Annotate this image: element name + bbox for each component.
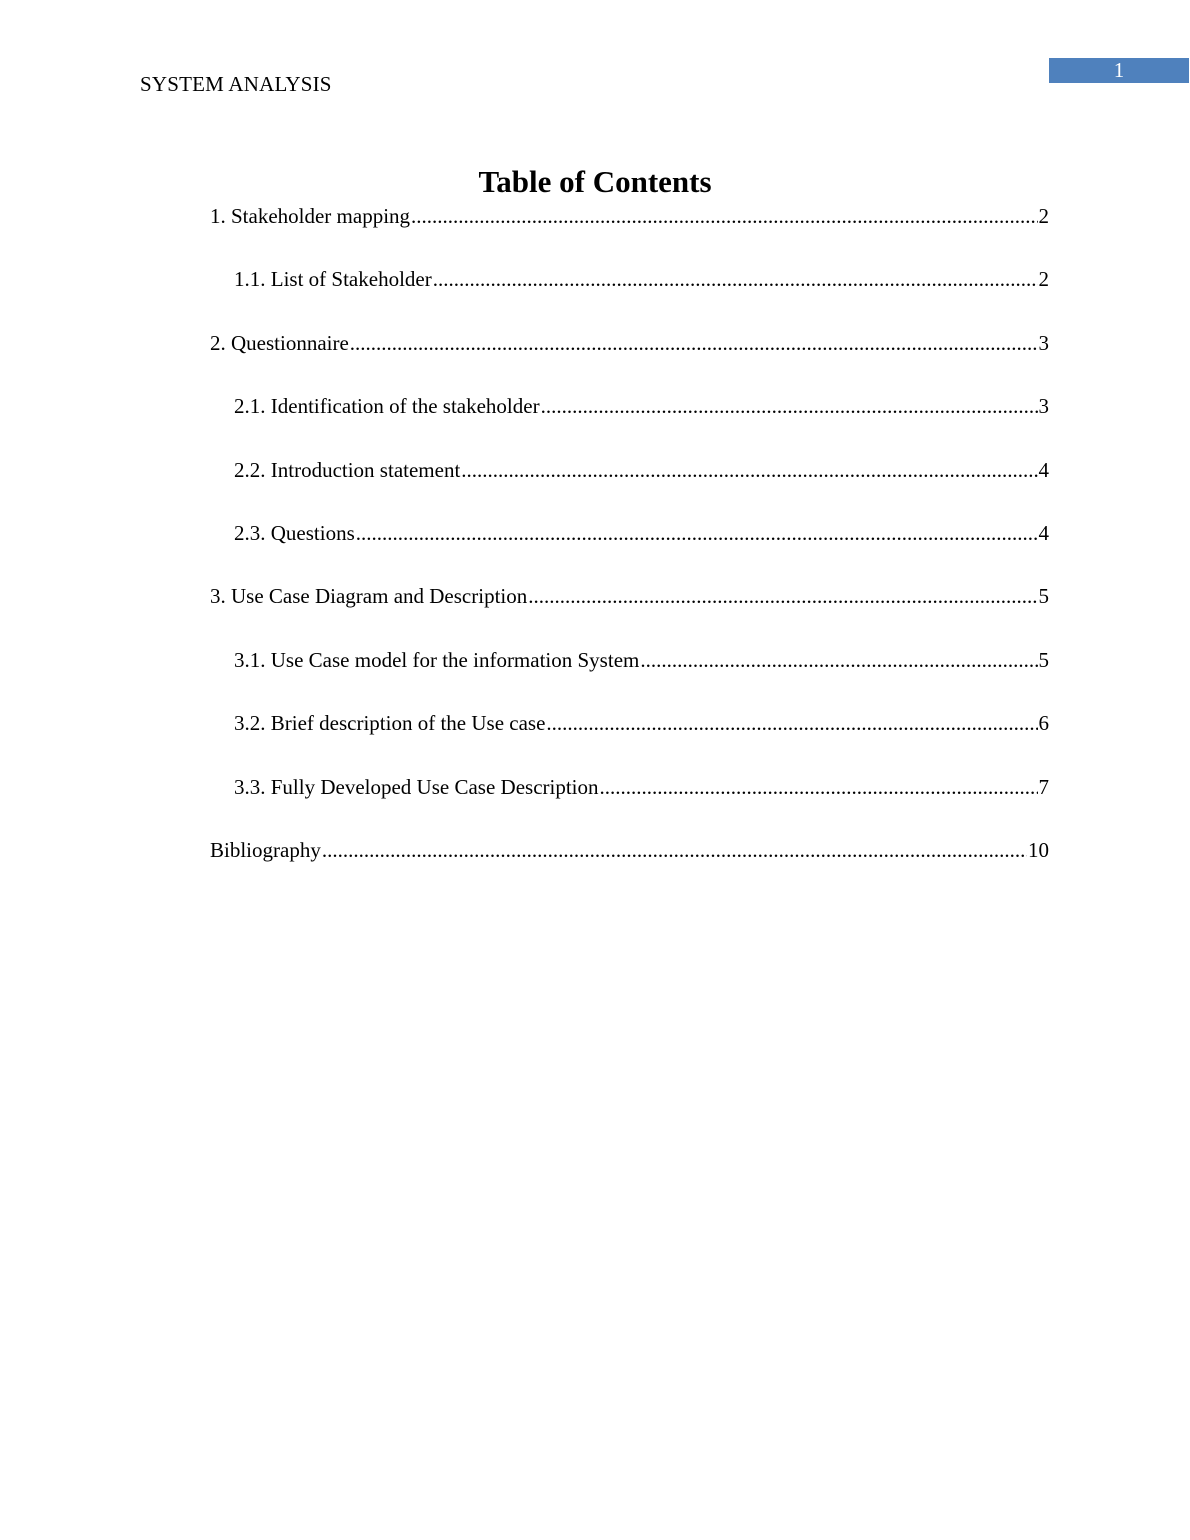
toc-entry-text: 1. Stakeholder mapping bbox=[210, 204, 411, 228]
toc-dot-leader bbox=[528, 580, 1037, 612]
toc-entry[interactable] bbox=[210, 390, 1049, 453]
toc-title: Table of Contents bbox=[478, 164, 712, 199]
toc-entry[interactable] bbox=[210, 263, 1049, 326]
toc-page-number: 2 bbox=[1038, 204, 1049, 228]
toc-entry-text: 3. Use Case Diagram and Description bbox=[210, 584, 528, 609]
toc-entry[interactable] bbox=[210, 580, 1049, 643]
toc-dot-leader bbox=[640, 644, 1037, 676]
running-header: SYSTEM ANALYSIS bbox=[140, 72, 332, 96]
toc-dot-leader bbox=[600, 771, 1038, 803]
toc-page-number: 4 bbox=[1038, 520, 1049, 545]
page-number: 1 bbox=[1049, 58, 1189, 83]
toc-page-number: 5 bbox=[1038, 584, 1049, 609]
toc-entry[interactable] bbox=[210, 200, 1049, 263]
toc-entry-text: 3.3. Fully Developed Use Case Description bbox=[234, 774, 599, 799]
toc-entry[interactable] bbox=[210, 327, 1049, 390]
toc-dot-leader bbox=[546, 707, 1037, 739]
toc-entry-text: 3.2. Brief description of the Use case bbox=[234, 711, 546, 736]
toc-page-number: 10 bbox=[1028, 837, 1049, 862]
toc-entry-text: 2.3. Questions bbox=[234, 520, 355, 545]
toc-dot-leader bbox=[350, 327, 1038, 359]
toc-entry-text: Bibliography bbox=[210, 837, 321, 862]
toc-dot-leader bbox=[411, 200, 1037, 232]
toc-entry[interactable] bbox=[210, 517, 1049, 580]
toc-entry-text: 2.2. Introduction statement bbox=[234, 457, 461, 482]
toc-page-number: 7 bbox=[1038, 774, 1049, 799]
toc-entry-text: 2.1. Identification of the stakeholder bbox=[234, 394, 540, 419]
toc-page-number: 6 bbox=[1038, 711, 1049, 736]
table-of-contents bbox=[210, 200, 1049, 897]
toc-entry[interactable] bbox=[210, 707, 1049, 770]
toc-entry[interactable] bbox=[210, 771, 1049, 834]
toc-entry-text: 2. Questionnaire bbox=[210, 330, 349, 355]
toc-entry-text: 3.1. Use Case model for the information System bbox=[234, 647, 640, 672]
toc-entry-text: 1.1. List of Stakeholder bbox=[234, 267, 432, 292]
toc-dot-leader bbox=[461, 454, 1037, 486]
toc-dot-leader bbox=[541, 390, 1038, 422]
toc-entry[interactable] bbox=[210, 644, 1049, 707]
toc-page-number: 5 bbox=[1038, 647, 1049, 672]
toc-page-number: 3 bbox=[1038, 394, 1049, 419]
toc-page-number: 3 bbox=[1038, 330, 1049, 355]
toc-dot-leader bbox=[433, 263, 1038, 295]
toc-dot-leader bbox=[356, 517, 1038, 549]
toc-dot-leader bbox=[322, 834, 1027, 866]
toc-entry[interactable] bbox=[210, 834, 1049, 897]
toc-page-number: 2 bbox=[1038, 267, 1049, 292]
toc-entry[interactable] bbox=[210, 454, 1049, 517]
toc-page-number: 4 bbox=[1038, 457, 1049, 482]
